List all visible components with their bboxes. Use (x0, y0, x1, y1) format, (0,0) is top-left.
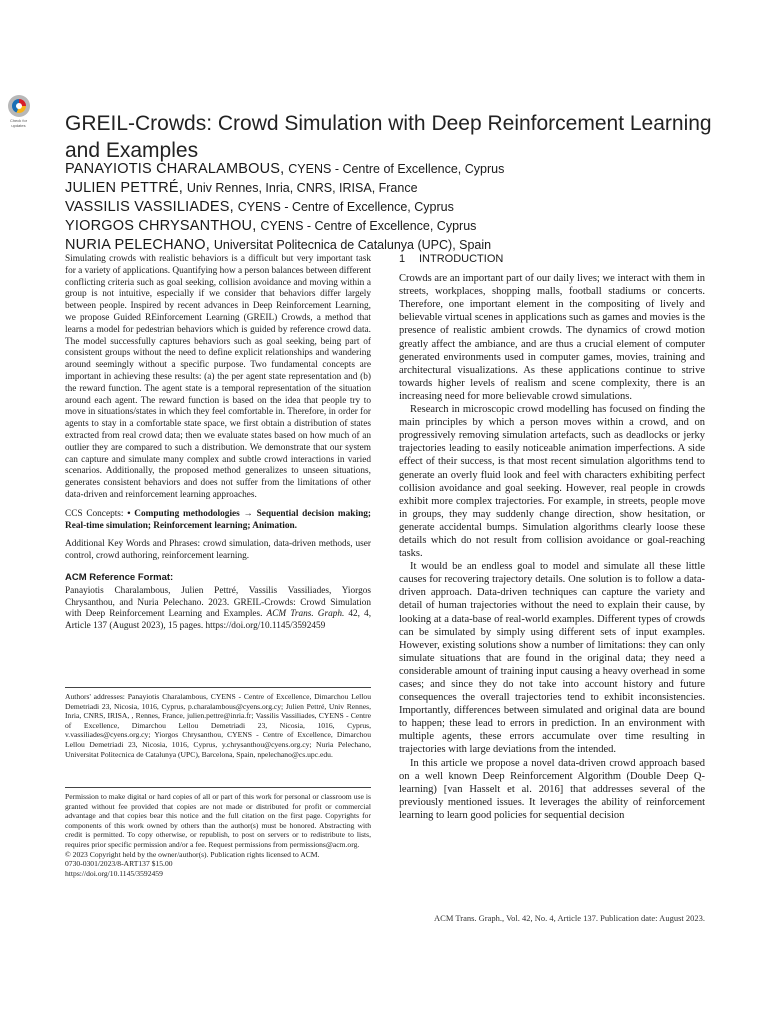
reference-text-tail: 42, 4, Article 137 (August 2023), 15 pages. https://doi.org/10.1145/3592459 (65, 609, 372, 632)
keywords: Additional Key Words and Phrases: crowd simulation, data-driven methods, user control, crowd authoring, reinforcement learning. (65, 539, 371, 562)
doi-link[interactable]: https://doi.org/10.1145/3592459 (65, 868, 163, 878)
author-entry (65, 216, 715, 235)
section-title: INTRODUCTION (419, 253, 504, 265)
author-entry (65, 159, 715, 178)
ccs-item-computing: Computing methodologies (134, 508, 240, 519)
author-affiliation: CYENS - Centre of Excellence, Cyprus (237, 200, 454, 214)
author-entry (65, 235, 715, 254)
intro-paragraph: Research in microscopic crowd modelling has focused on finding the main principles by which a person moves within a crowd, and on progressively removing simulation artefacts, such as deadlocks or jerky trajectories leading to easily noticeable animation imperfections. A side effect of their success, is that most recent simulation algorithms tend to generate an overly fluid look and feel with characters exhibiting perfect collision avoidance and goal seeking. However, real people in crowds exhibit more complex trajectories. For example, in streets, people move in groups, they may suddenly change direction, show hesitation, or generate accidental bumps. Simulation algorithms clearly loose these details which do not result from collision avoidance or goal-reaching tasks. (399, 404, 705, 560)
author-name: JULIEN PETTRÉ, (65, 180, 184, 196)
author-name: YIORGOS CHRYSANTHOU, (65, 218, 257, 234)
abstract: Simulating crowds with realistic behaviors is a difficult but very important task for a variety of applications. Quantifying how a person balances between different conflicting criteria such as goal seeking, collision avoidance and moving within a group is not intuitive, especially if we consider that behaviors differ largely between people. Inspired by recent advances in Deep Reinforcement Learning, we propose Guided REinforcement Learning (GREIL) Crowds, a method that learns a model for pedestrian behaviors which is guided by reference crowd data. The model successfully captures behaviors such as goal seeking, being part of consistent groups without the need to define explicit relationships and wandering around seemingly without a specific purpose. Two fundamental concepts are important in achieving these results: (a) the per agent state representation and (b) the reward function. The agent state is a temporal representation of the situation around each agent. The reward function is based on the idea that people try to move in situations/states in which they feel comfortable in. Therefore, in order for agents to stay in a comfortable state space, we first obtain a distribution of states extracted from real crowd data; then we evaluate states based on how much of an outlier they are compared to such a distribution. We demonstrate that our system can capture and simulate many complex and subtle crowd interactions in varied scenarios. Additionally, the proposed method generalizes to unseen situations, generates consistent behaviors and does not suffer from the limitations of other data-driven and reinforcement learning approaches. (65, 254, 371, 500)
reference-text: Panayiotis Charalambous, Julien Pettré, Vassilis Vassiliades, Yiorgos Chrysanthou, and Nuria Pelechano. 2023. GREIL-Crowds: Crowd Simulation with Deep Reinforcement Learning and Examples. (65, 585, 371, 620)
intro-paragraph: In this article we propose a novel data-driven crowd approach based on a well known Deep Reinforcement Algorithm (Double Deep Q-learning) [van Hasselt et al. 2016] that addresses several of the previously mentioned issues. It leverages the ability of reinforcement learning to learn good policies for sequential decision (399, 757, 705, 821)
right-column (399, 253, 705, 822)
permission-notice (65, 787, 371, 878)
ccs-concepts (65, 509, 371, 533)
author-affiliation: Univ Rennes, Inria, CNRS, IRISA, France (186, 181, 418, 195)
permission-text: Permission to make digital or hard copies of all or part of this work for personal or classroom use is granted without fee provided that copies are not made or distributed for profit or commercial advantage and that copies bear this notice and the full citation on the first page. Copyrights for components of this work owned by others than the author(s) must be honored. Abstracting with credit is permitted. To copy otherwise, or republish, to post on servers or to redistribute to lists, requires prior specific permission and/or a fee. Request permissions from permissions@acm.org. (65, 792, 371, 849)
reference-format (65, 586, 371, 633)
section-heading-introduction (399, 253, 705, 266)
author-affiliation: Universitat Politecnica de Catalunya (UPC), Spain (213, 238, 492, 252)
authors-addresses: Authors' addresses: Panayiotis Charalambous, CYENS - Centre of Excellence, Dimarchou Lellou Demetriadi 23, Nicosia, 1016, Cyprus, p.charalambous@cyens.org.cy; Julien Pettré, Univ Rennes, Inria, CNRS, IRISA, , Rennes, France, julien.pettre@inria.fr; Vassilis Vassiliades, CYENS - Centre of Excellence, Dimarchou Lellou Demetriadi 23, Nicosia, 1016, Cyprus, v.vassiliades@cyens.org.cy; Yiorgos Chrysanthou, CYENS - Centre of Excellence, Dimarchou Lellou Demetriadi 23, Nicosia, 1016, Cyprus, y.chrysanthou@cyens.org.cy; Nuria Pelechano, Universitat Politecnica de Catalunya (UPC), Barcelona, Spain, npelechano@cs.upc.edu. (65, 687, 371, 759)
author-name: VASSILIS VASSILIADES, (65, 199, 234, 215)
badge-line-2: updates (11, 123, 26, 128)
ccs-arrow: → (243, 508, 253, 519)
section-number: 1 (399, 253, 406, 265)
check-for-updates-badge[interactable] (3, 95, 34, 129)
paper-title: GREIL-Crowds: Crowd Simulation with Deep Reinforcement Learning and Examples (65, 112, 712, 163)
reference-journal: ACM Trans. Graph. (266, 609, 345, 620)
intro-paragraph: It would be an endless goal to model and simulate all these little causes for recovering trajectory details. One solution is to follow a data-driven approach. Data-driven techniques can capture the variety and detail of human trajectories without the need to explain their cause, by looking at a data-base of real-world examples. Different types of crowds can be simulated by simply using different sets of input examples. However, existing solutions show a number of limitations: they can only simulate situations that are found in the original data; they need a considerable amount of training input causing a heavy overhead in some cases; and since they do not take into account history and future consequences the overall trajectories tend to exhibit inconsistencies. Importantly, differences between simulated and original data are bound to happen; these lead to errors in prediction. In an environment with multiple agents, these errors accumulate over time resulting in trajectories with large deviations from the intended. (399, 561, 705, 756)
author-entry (65, 197, 715, 216)
author-name: PANAYIOTIS CHARALAMBOUS, (65, 161, 285, 177)
page-footer: ACM Trans. Graph., Vol. 42, No. 4, Article 137. Publication date: August 2023. (434, 913, 705, 923)
ccs-bullet: • (127, 508, 131, 519)
ccs-item-topics: Sequential decision making; Real-time simulation; Reinforcement learning; Animation. (65, 508, 371, 531)
author-name: NURIA PELECHANO, (65, 237, 211, 253)
crossmark-icon (8, 95, 30, 117)
author-affiliation: CYENS - Centre of Excellence, Cyprus (288, 162, 505, 176)
badge-line-1: Check for (9, 118, 28, 123)
reference-format-heading: ACM Reference Format: (65, 571, 174, 583)
author-entry (65, 178, 715, 197)
issn-line: 0730-0301/2023/8-ART137 $15.00 (65, 859, 173, 869)
copyright-line: © 2023 Copyright held by the owner/author(s). Publication rights licensed to ACM. (65, 849, 320, 859)
intro-paragraph: Crowds are an important part of our daily lives; we interact with them in streets, workplaces, shopping malls, football stadiums or concerts. Therefore, one important element in the compositing of lively and believable virtual scenes in applications such as games and movies is the presence of realistic ambient crowds. The dynamics of crowd motion greatly affect the ambiance, and are thus a crucial element of computer generated environments used in computer games, movies, training and architectural visualizations. As these applications continue to strive towards higher levels of realism and scene complexity, there is an increasing need for more believable crowd simulations. (399, 273, 705, 402)
author-affiliation: CYENS - Centre of Excellence, Cyprus (260, 219, 477, 233)
left-column (65, 254, 371, 633)
ccs-label: CCS Concepts: (65, 508, 124, 519)
author-list (65, 159, 715, 254)
